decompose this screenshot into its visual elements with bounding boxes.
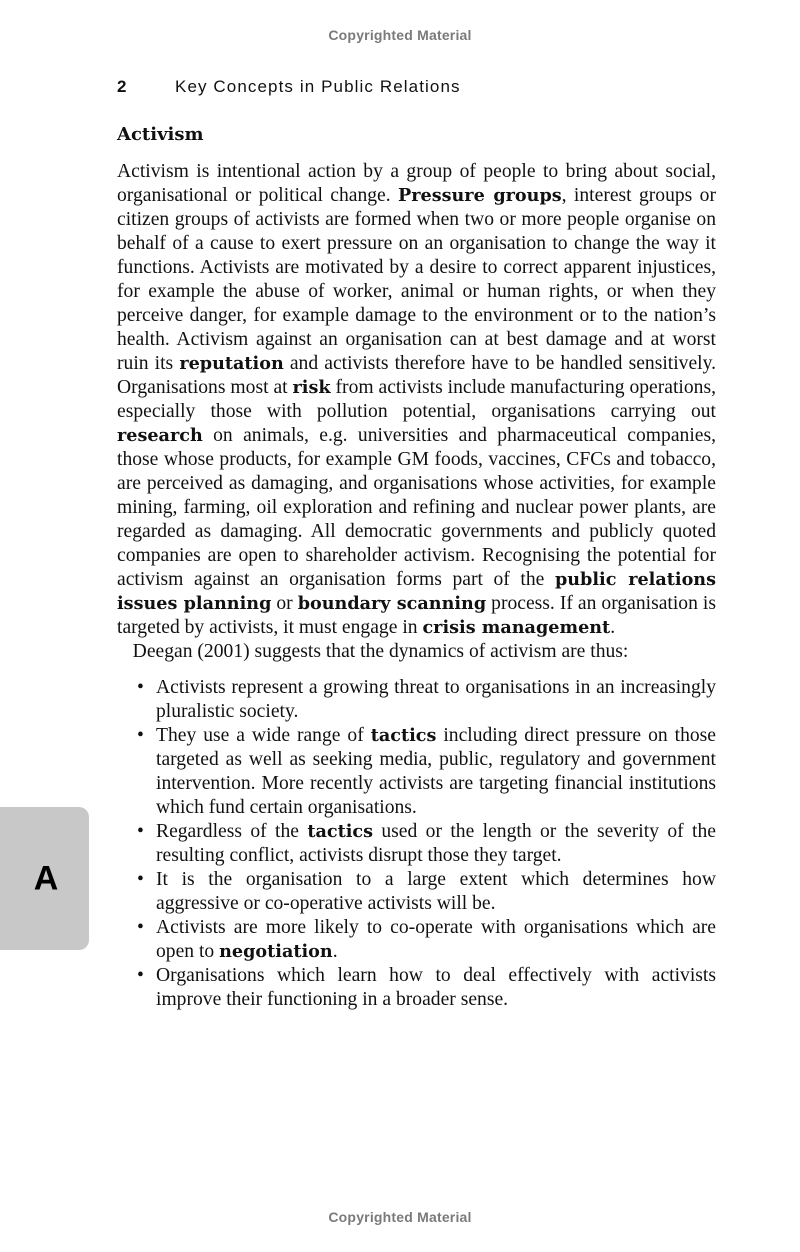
text-run: . bbox=[610, 617, 616, 638]
text-run: Activists are more likely to co-operate with organisations which are open to bbox=[156, 917, 716, 962]
book-title: Key Concepts in Public Relations bbox=[175, 77, 461, 96]
paragraph-2: Deegan (2001) suggests that the dynamics of activism are thus: bbox=[132, 641, 629, 662]
key-term-pressure-groups: Pressure groups bbox=[398, 185, 562, 206]
text-run: from activists include manufacturing operations, especially those with pollution potential, organisations carrying out bbox=[117, 377, 716, 422]
text-run: . bbox=[332, 941, 338, 962]
section-title: Activism bbox=[117, 124, 204, 145]
key-term-risk: risk bbox=[292, 377, 331, 398]
bullet-list bbox=[117, 676, 716, 1012]
key-term-reputation: reputation bbox=[179, 353, 284, 374]
running-head bbox=[117, 77, 461, 97]
copyright-watermark-top: Copyrighted Material bbox=[328, 27, 472, 43]
key-term-research: research bbox=[117, 425, 203, 446]
thumb-tab-letter: A bbox=[33, 859, 59, 897]
key-term-negotiation: negotiation bbox=[219, 941, 333, 962]
key-term-tactics: tactics bbox=[307, 821, 373, 842]
alphabet-thumb-tab bbox=[0, 807, 89, 950]
text-run: process. If an organisation is targeted by activists, it must engage in bbox=[117, 593, 716, 638]
text-run: or bbox=[271, 593, 298, 614]
bullet-item: • It is the organisation to a large extent which determines how aggressive or co-operative activists will be. bbox=[156, 868, 716, 916]
key-term-tactics: tactics bbox=[370, 725, 437, 746]
text-run: including direct pressure on those targeted as well as seeking media, public, regulatory and government intervention. More recently activists are targeting financial institutions which fund certain organisations. bbox=[156, 725, 716, 818]
bullet-item bbox=[156, 820, 716, 868]
bullet-item bbox=[156, 916, 716, 964]
paragraph-1 bbox=[117, 160, 716, 640]
text-run: on animals, e.g. universities and pharmaceutical companies, those whose products, for example GM foods, vaccines, CFCs and tobacco, are perceived as damaging, and organisations whose activities, for example mining, farming, oil exploration and refining and nuclear power plants, are regarded as damaging. All democratic governments and publicly quoted companies are open to shareholder activism. Recognising the potential for activism against an organisation forms part of the bbox=[117, 425, 716, 590]
body-text bbox=[117, 160, 716, 1012]
bullet-item: • Activists represent a growing threat to organisations in an increasingly pluralistic society. bbox=[156, 676, 716, 724]
text-run: , interest groups or citizen groups of activists are formed when two or more people organise on behalf of a cause to exert pressure on an organisation to change the way it functions. Activists are motivated by a desire to correct apparent injustices, for example the abuse of worker, animal or human rights, or when they perceive danger, for example damage to the environment or to the nation’s health. Activism against an organisation can at best damage and at worst ruin its bbox=[117, 185, 716, 374]
text-run: They use a wide range of bbox=[156, 725, 371, 746]
page-number: 2 bbox=[117, 77, 128, 96]
bullet-item bbox=[156, 724, 716, 820]
key-term-boundary-scanning: boundary scanning bbox=[297, 593, 487, 614]
text-run: and activists therefore have to be handled sensitively. Organisations most at bbox=[117, 353, 717, 398]
text-run: Activism is intentional action by a group of people to bring about social, organisational or political change. bbox=[117, 161, 716, 206]
copyright-watermark-bottom: Copyrighted Material bbox=[328, 1209, 472, 1225]
key-term-crisis-management: crisis management bbox=[422, 617, 611, 638]
key-term-issues-planning: public relations issues planning bbox=[117, 569, 717, 614]
bullet-item: • Organisations which learn how to deal effectively with activists improve their functioning in a broader sense. bbox=[156, 964, 716, 1012]
text-run: used or the length or the severity of the resulting conflict, activists disrupt those they target. bbox=[156, 821, 716, 866]
text-run: Regardless of the bbox=[156, 821, 308, 842]
